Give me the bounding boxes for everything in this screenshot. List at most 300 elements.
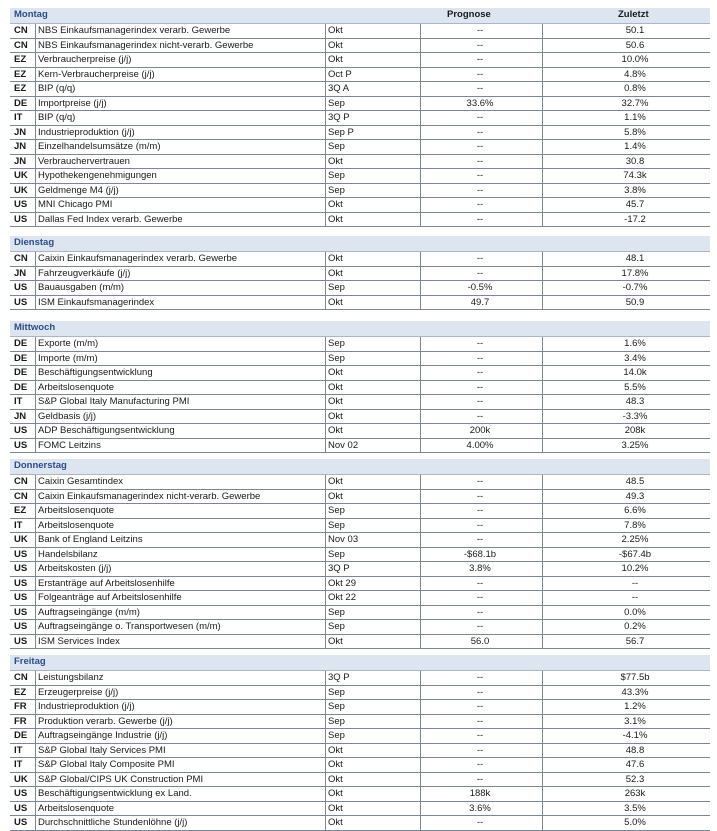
day-section <box>10 655 710 831</box>
country-code: US <box>14 592 28 603</box>
forecast-value: -- <box>476 367 484 378</box>
previous-value: -$67.4b <box>618 548 652 560</box>
forecast-value: -- <box>476 39 484 51</box>
indicator-name: NBS Einkaufsmanagerindex verarb. Gewerbe <box>38 25 231 36</box>
forecast-value: -- <box>476 592 484 603</box>
period-value: Sep <box>328 686 345 698</box>
indicator-name: ADP Beschäftigungsentwicklung <box>38 425 175 436</box>
period-value: 3Q P <box>328 112 350 123</box>
period-value: Sep <box>328 505 345 516</box>
table-row <box>10 715 710 730</box>
previous-value: 1.1% <box>624 112 646 123</box>
period-value: Okt <box>328 25 343 36</box>
indicator-name: Exporte (m/m) <box>38 338 99 349</box>
forecast-value: -- <box>476 759 484 770</box>
indicator-name: Arbeitslosenquote <box>38 381 115 393</box>
country-code: US <box>14 199 28 210</box>
previous-value: 0.0% <box>624 606 646 618</box>
previous-value: 1.6% <box>624 338 646 349</box>
indicator-name: Importpreise (j/j) <box>38 97 107 109</box>
country-code: EZ <box>14 68 27 80</box>
country-divider <box>35 671 36 831</box>
table-row <box>10 635 710 650</box>
previous-value: 3.25% <box>621 439 649 451</box>
table-row <box>10 787 710 802</box>
indicator-name: ISM Einkaufsmanagerindex <box>38 296 155 308</box>
country-code: IT <box>14 519 23 531</box>
table-row <box>10 548 710 563</box>
previous-divider <box>542 24 543 227</box>
forecast-value: -- <box>476 396 484 407</box>
indicator-name: BIP (q/q) <box>38 83 76 94</box>
table-row <box>10 758 710 773</box>
indicator-name: FOMC Leitzins <box>38 439 101 451</box>
previous-value: 43.3% <box>621 686 649 698</box>
forecast-value: -- <box>476 410 484 422</box>
indicator-name: Arbeitslosenquote <box>38 505 115 516</box>
table-row <box>10 267 710 282</box>
previous-value: 5.8% <box>624 126 646 138</box>
table-row <box>10 729 710 744</box>
forecast-value: -- <box>476 476 484 487</box>
previous-value: -- <box>631 577 639 589</box>
period-value: Nov 03 <box>328 534 359 545</box>
table-row <box>10 97 710 112</box>
indicator-name: S&P Global Italy Manufacturing PMI <box>38 396 190 407</box>
indicator-name: Bauausgaben (m/m) <box>38 282 125 293</box>
forecast-value: -- <box>476 184 484 196</box>
country-code: IT <box>14 744 23 756</box>
forecast-value: 4.00% <box>466 439 494 451</box>
period-value: Okt <box>328 425 343 436</box>
forecast-value: -- <box>476 54 484 65</box>
forecast-value: -- <box>476 68 484 80</box>
previous-value: -- <box>631 592 639 603</box>
country-code: US <box>14 817 28 828</box>
rows-group <box>10 24 710 227</box>
period-value: Okt 29 <box>328 577 356 589</box>
previous-divider <box>542 337 543 453</box>
indicator-name: Importe (m/m) <box>38 352 98 364</box>
country-code: JN <box>14 155 27 167</box>
period-value: Okt <box>328 253 343 264</box>
previous-value: 48.3 <box>625 396 645 407</box>
table-row <box>10 562 710 577</box>
table-row <box>10 198 710 213</box>
table-row <box>10 519 710 534</box>
forecast-value: 33.6% <box>466 97 494 109</box>
period-value: Oct P <box>328 68 352 80</box>
forecast-value: -- <box>476 606 484 618</box>
period-value: Okt <box>328 759 343 770</box>
previous-column-header: Zuletzt <box>618 9 649 20</box>
previous-value: 48.5 <box>625 476 645 487</box>
table-row <box>10 744 710 759</box>
indicator-name: Caixin Einkaufsmanagerindex verarb. Gewerbe <box>38 253 238 264</box>
table-row <box>10 155 710 170</box>
day-header <box>10 236 710 252</box>
indicator-name: Produktion verarb. Gewerbe (j/j) <box>38 715 173 727</box>
previous-value: 4.8% <box>624 68 646 80</box>
indicator-name: Auftragseingänge (m/m) <box>38 606 140 618</box>
country-code: US <box>14 563 28 574</box>
country-code: US <box>14 635 28 647</box>
indicator-name: BIP (q/q) <box>38 112 76 123</box>
country-code: EZ <box>14 686 27 698</box>
period-value: Okt 22 <box>328 592 356 603</box>
country-code: US <box>14 788 28 799</box>
country-code: UK <box>14 184 28 196</box>
previous-value: 52.3 <box>625 773 645 785</box>
previous-value: -4.1% <box>622 730 648 741</box>
table-row <box>10 82 710 97</box>
forecast-value: -- <box>476 199 484 210</box>
table-row <box>10 68 710 83</box>
country-code: EZ <box>14 83 27 94</box>
country-code: US <box>14 548 28 560</box>
forecast-value: -- <box>476 773 484 785</box>
table-row <box>10 296 710 311</box>
country-code: EZ <box>14 505 27 516</box>
forecast-value: -- <box>476 213 484 225</box>
forecast-value: -- <box>476 126 484 138</box>
period-value: Okt <box>328 367 343 378</box>
period-value: Sep <box>328 338 345 349</box>
indicator-name: Arbeitskosten (j/j) <box>38 563 112 574</box>
country-code: JN <box>14 410 27 422</box>
indicator-name: Geldmenge M4 (j/j) <box>38 184 119 196</box>
indicator-name: Verbrauchervertrauen <box>38 155 130 167</box>
country-code: UK <box>14 170 28 181</box>
previous-divider <box>542 252 543 310</box>
previous-value: 10.2% <box>621 563 649 574</box>
previous-value: 0.2% <box>624 621 646 632</box>
forecast-value: -- <box>476 534 484 545</box>
previous-value: 14.0k <box>623 367 647 378</box>
previous-value: 3.1% <box>624 715 646 727</box>
table-row <box>10 424 710 439</box>
period-value: Sep <box>328 548 345 560</box>
forecast-value: -$68.1b <box>463 548 497 560</box>
rows-group <box>10 671 710 831</box>
previous-value: 48.8 <box>625 744 645 756</box>
period-value: Okt <box>328 490 343 502</box>
previous-value: 74.3k <box>623 170 647 181</box>
forecast-value: -- <box>476 577 484 589</box>
previous-value: 50.6 <box>625 39 645 51</box>
previous-divider <box>542 671 543 831</box>
previous-value: 3.8% <box>624 184 646 196</box>
table-row <box>10 439 710 454</box>
indicator-name: Kern-Verbraucherpreise (j/j) <box>38 68 155 80</box>
day-header <box>10 321 710 337</box>
period-value: Okt <box>328 817 343 828</box>
period-divider <box>325 337 326 453</box>
indicator-name: Hypothekengenehmigungen <box>38 170 157 181</box>
table-row <box>10 671 710 686</box>
forecast-value: -0.5% <box>467 282 493 293</box>
forecast-value: -- <box>476 381 484 393</box>
table-row <box>10 533 710 548</box>
country-code: UK <box>14 773 28 785</box>
period-value: Okt <box>328 396 343 407</box>
country-code: US <box>14 439 28 451</box>
table-row <box>10 53 710 68</box>
forecast-divider <box>420 252 421 310</box>
table-row <box>10 184 710 199</box>
country-code: US <box>14 296 28 308</box>
previous-value: 50.9 <box>625 296 645 308</box>
country-code: CN <box>14 253 28 264</box>
forecast-value: 3.6% <box>469 802 491 814</box>
table-row <box>10 700 710 715</box>
forecast-value: -- <box>476 141 484 152</box>
forecast-value: -- <box>476 352 484 364</box>
indicator-name: S&P Global Italy Composite PMI <box>38 759 175 770</box>
period-value: Okt <box>328 213 343 225</box>
forecast-value: -- <box>476 155 484 167</box>
period-value: Sep <box>328 715 345 727</box>
country-code: JN <box>14 126 27 138</box>
country-code: US <box>14 282 28 293</box>
country-code: DE <box>14 338 28 349</box>
indicator-name: Folgeanträge auf Arbeitslosenhilfe <box>38 592 182 603</box>
forecast-value: -- <box>476 519 484 531</box>
table-row <box>10 366 710 381</box>
period-value: Sep <box>328 701 345 712</box>
forecast-value: -- <box>476 170 484 181</box>
period-value: Okt <box>328 381 343 393</box>
forecast-value: 3.8% <box>469 563 491 574</box>
table-row <box>10 169 710 184</box>
forecast-value: 188k <box>469 788 491 799</box>
indicator-name: S&P Global/CIPS UK Construction PMI <box>38 773 204 785</box>
forecast-value: 56.0 <box>470 635 490 647</box>
previous-value: -0.7% <box>622 282 648 293</box>
indicator-name: Industrieproduktion (j/j) <box>38 126 135 138</box>
country-code: FR <box>14 701 27 712</box>
country-code: US <box>14 213 28 225</box>
table-row <box>10 686 710 701</box>
previous-value: 56.7 <box>625 635 645 647</box>
day-section <box>10 459 710 649</box>
table-row <box>10 475 710 490</box>
forecast-value: -- <box>476 701 484 712</box>
previous-value: 0.8% <box>624 83 646 94</box>
previous-value: 45.7 <box>625 199 645 210</box>
country-divider <box>35 475 36 649</box>
table-row <box>10 816 710 831</box>
period-value: Okt <box>328 788 343 799</box>
previous-value: 5.0% <box>624 817 646 828</box>
forecast-value: 200k <box>469 425 491 436</box>
period-value: Okt <box>328 296 343 308</box>
period-value: Sep P <box>328 126 354 138</box>
previous-value: 7.8% <box>624 519 646 531</box>
table-row <box>10 504 710 519</box>
day-header <box>10 655 710 671</box>
period-value: Sep <box>328 606 345 618</box>
indicator-name: Caixin Gesamtindex <box>38 476 124 487</box>
previous-value: -17.2 <box>624 213 646 225</box>
table-row <box>10 381 710 396</box>
day-title: Mittwoch <box>14 322 56 333</box>
country-code: DE <box>14 97 28 109</box>
forecast-divider <box>420 337 421 453</box>
day-section <box>10 236 710 310</box>
period-value: 3Q A <box>328 83 350 94</box>
rows-group <box>10 337 710 453</box>
period-value: Sep <box>328 141 345 152</box>
country-divider <box>35 24 36 227</box>
country-code: US <box>14 577 28 589</box>
indicator-name: Erzeugerpreise (j/j) <box>38 686 119 698</box>
indicator-name: Arbeitslosenquote <box>38 519 115 531</box>
indicator-name: S&P Global Italy Services PMI <box>38 744 166 756</box>
indicator-name: Caixin Einkaufsmanagerindex nicht-verarb. Gewerbe <box>38 490 261 502</box>
table-row <box>10 606 710 621</box>
country-code: EZ <box>14 54 27 65</box>
forecast-divider <box>420 671 421 831</box>
forecast-value: -- <box>476 112 484 123</box>
rows-group <box>10 252 710 310</box>
country-code: US <box>14 802 28 814</box>
previous-value: 263k <box>624 788 646 799</box>
previous-divider <box>542 475 543 649</box>
forecast-value: -- <box>476 83 484 94</box>
indicator-name: Industrieproduktion (j/j) <box>38 701 135 712</box>
indicator-name: Geldbasis (j/j) <box>38 410 97 422</box>
period-value: Nov 02 <box>328 439 359 451</box>
previous-value: 47.6 <box>625 759 645 770</box>
period-value: Okt <box>328 773 343 785</box>
country-code: CN <box>14 476 28 487</box>
period-value: Sep <box>328 519 345 531</box>
period-value: Okt <box>328 267 343 279</box>
period-value: Okt <box>328 155 343 167</box>
period-divider <box>325 24 326 227</box>
indicator-name: Verbraucherpreise (j/j) <box>38 54 132 65</box>
forecast-value: -- <box>476 744 484 756</box>
indicator-name: Dallas Fed Index verarb. Gewerbe <box>38 213 183 225</box>
previous-value: 10.0% <box>621 54 649 65</box>
period-divider <box>325 252 326 310</box>
previous-value: 1.4% <box>624 141 646 152</box>
table-row <box>10 252 710 267</box>
previous-value: 2.25% <box>621 534 649 545</box>
indicator-name: MNI Chicago PMI <box>38 199 113 210</box>
table-row <box>10 410 710 425</box>
indicator-name: Leistungsbilanz <box>38 672 104 683</box>
period-divider <box>325 475 326 649</box>
indicator-name: Fahrzeugverkäufe (j/j) <box>38 267 131 279</box>
country-code: US <box>14 606 28 618</box>
indicator-name: Einzelhandelsumsätze (m/m) <box>38 141 161 152</box>
previous-value: 49.3 <box>625 490 645 502</box>
period-value: Sep <box>328 730 345 741</box>
rows-group <box>10 475 710 649</box>
indicator-name: Handelsbilanz <box>38 548 98 560</box>
period-value: Sep <box>328 282 345 293</box>
period-value: Okt <box>328 635 343 647</box>
table-row <box>10 337 710 352</box>
table-row <box>10 140 710 155</box>
indicator-name: Beschäftigungsentwicklung <box>38 367 153 378</box>
indicator-name: Arbeitslosenquote <box>38 802 115 814</box>
forecast-value: -- <box>476 817 484 828</box>
indicator-name: ISM Services Index <box>38 635 120 647</box>
forecast-value: -- <box>476 267 484 279</box>
country-code: DE <box>14 352 28 364</box>
country-code: US <box>14 621 28 632</box>
forecast-value: -- <box>476 672 484 683</box>
previous-value: 6.6% <box>624 505 646 516</box>
table-row <box>10 24 710 39</box>
previous-value: $77.5b <box>620 672 650 683</box>
indicator-name: Erstanträge auf Arbeitslosenhilfe <box>38 577 175 589</box>
previous-value: 48.1 <box>625 253 645 264</box>
previous-value: 5.5% <box>624 381 646 393</box>
period-value: Okt <box>328 476 343 487</box>
table-row <box>10 111 710 126</box>
indicator-name: NBS Einkaufsmanagerindex nicht-verarb. Gewerbe <box>38 39 254 51</box>
indicator-name: Beschäftigungsentwicklung ex Land. <box>38 788 192 799</box>
period-value: Okt <box>328 802 343 814</box>
previous-value: -3.3% <box>622 410 648 422</box>
day-title: Freitag <box>14 656 46 667</box>
previous-value: 17.8% <box>621 267 649 279</box>
country-code: DE <box>14 367 28 378</box>
previous-value: 50.1 <box>625 25 645 36</box>
indicator-name: Durchschnittliche Stundenlöhne (j/j) <box>38 817 188 828</box>
day-section <box>10 321 710 453</box>
table-row <box>10 395 710 410</box>
period-value: 3Q P <box>328 563 350 574</box>
previous-value: 1.2% <box>624 701 646 712</box>
period-value: 3Q P <box>328 672 350 683</box>
day-header <box>10 459 710 475</box>
country-code: IT <box>14 396 23 407</box>
period-value: Okt <box>328 744 343 756</box>
period-value: Sep <box>328 184 345 196</box>
forecast-divider <box>420 24 421 227</box>
forecast-divider <box>420 475 421 649</box>
forecast-value: -- <box>476 730 484 741</box>
forecast-value: -- <box>476 338 484 349</box>
table-row <box>10 281 710 296</box>
period-value: Sep <box>328 97 345 109</box>
previous-value: 3.5% <box>624 802 646 814</box>
table-row <box>10 591 710 606</box>
period-value: Okt <box>328 39 343 51</box>
forecast-value: -- <box>476 490 484 502</box>
previous-value: 32.7% <box>621 97 649 109</box>
table-row <box>10 577 710 592</box>
forecast-value: 49.7 <box>470 296 490 308</box>
previous-value: 3.4% <box>624 352 646 364</box>
country-code: US <box>14 425 28 436</box>
country-code: UK <box>14 534 28 545</box>
forecast-value: -- <box>476 253 484 264</box>
day-title: Dienstag <box>14 237 55 248</box>
period-value: Sep <box>328 621 345 632</box>
country-code: DE <box>14 730 28 741</box>
period-value: Okt <box>328 199 343 210</box>
table-row <box>10 490 710 505</box>
indicator-name: Auftragseingänge o. Transportwesen (m/m) <box>38 621 221 632</box>
country-code: DE <box>14 381 28 393</box>
country-code: FR <box>14 715 27 727</box>
